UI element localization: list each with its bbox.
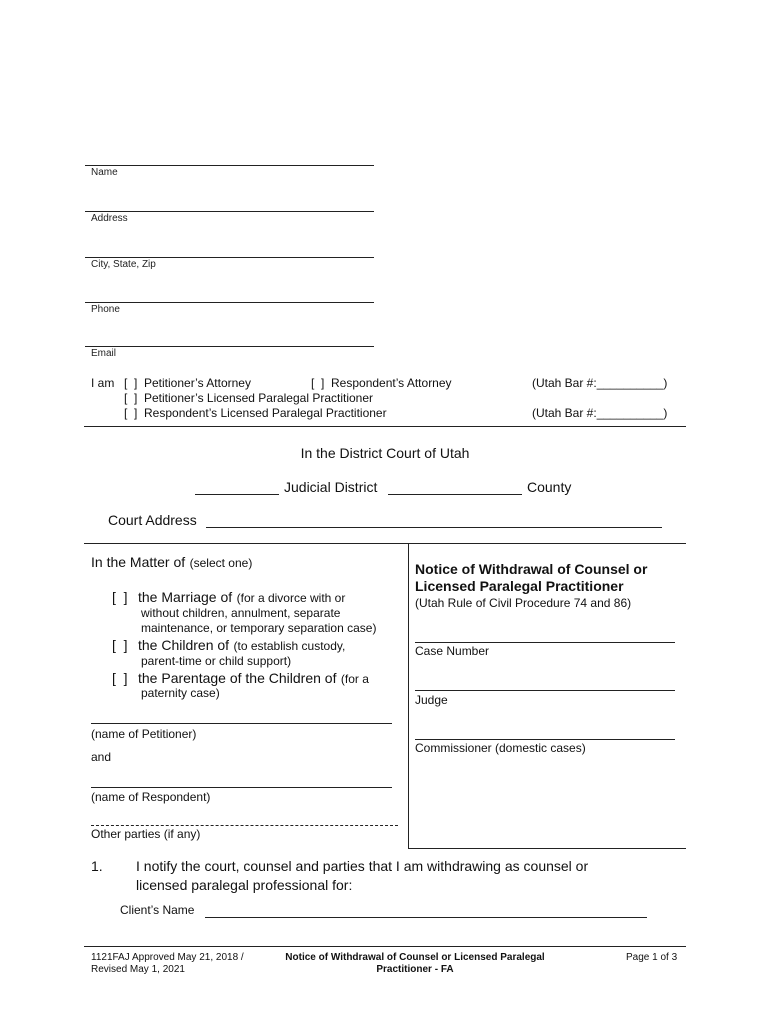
- respondent-label: (name of Respondent): [91, 790, 211, 804]
- marriage-note-2: without children, annulment, separate: [141, 606, 341, 620]
- parentage-note-1: (for a: [340, 672, 369, 686]
- parentage-title: the Parentage of the Children of: [138, 670, 337, 686]
- address-line[interactable]: [85, 211, 374, 212]
- city-state-zip-label: City, State, Zip: [91, 259, 156, 270]
- marriage-note-1: (for a divorce with or: [236, 591, 346, 605]
- and-label: and: [91, 750, 112, 764]
- matter-heading: [91, 554, 252, 572]
- footer-title: [270, 952, 560, 976]
- utah-bar-number-1[interactable]: (Utah Bar #:__________): [532, 376, 668, 390]
- utah-bar-number-2[interactable]: (Utah Bar #:__________): [532, 406, 668, 420]
- caption-bottom-border: [408, 848, 686, 849]
- footer-form-id: [91, 952, 244, 976]
- notice-title-1: Notice of Withdrawal of Counsel or: [415, 561, 648, 577]
- county-name-field[interactable]: [388, 480, 522, 495]
- notice-rule: (Utah Rule of Civil Procedure 74 and 86): [415, 596, 632, 610]
- clients-name-label: Client’s Name: [120, 903, 195, 917]
- item-1-text-line-1: I notify the court, counsel and parties that I am withdrawing as counsel or: [136, 858, 589, 874]
- footer-divider: [84, 946, 686, 947]
- petitioners-lpp-option[interactable]: [ ] Petitioner’s Licensed Paralegal Practitioner: [124, 391, 374, 405]
- county-label: County: [527, 479, 572, 495]
- marriage-note-3: maintenance, or temporary separation case): [141, 621, 377, 635]
- name-label: Name: [91, 167, 118, 178]
- commissioner-label: Commissioner (domestic cases): [415, 741, 586, 755]
- matter-heading-text: In the Matter of: [91, 554, 186, 570]
- caption-top-border: [84, 543, 686, 544]
- petitioner-name-field[interactable]: [91, 723, 392, 724]
- footer-title-line-2: Practitioner - FA: [376, 964, 454, 975]
- phone-line[interactable]: [85, 302, 374, 303]
- marriage-title: the Marriage of: [138, 589, 233, 605]
- court-address-label: Court Address: [108, 512, 197, 528]
- case-number-field[interactable]: [415, 642, 675, 643]
- item-1-number: 1.: [91, 858, 103, 874]
- marriage-checkbox[interactable]: [ ]: [112, 589, 128, 605]
- judge-field[interactable]: [415, 690, 675, 691]
- footer-page-number: Page 1 of 3: [626, 952, 678, 963]
- judicial-district-number-field[interactable]: [195, 480, 279, 495]
- notice-title-2: Licensed Paralegal Practitioner: [415, 578, 624, 594]
- children-option[interactable]: [138, 637, 345, 655]
- matter-heading-note: (select one): [189, 556, 253, 570]
- parentage-checkbox[interactable]: [ ]: [112, 670, 128, 686]
- court-address-field[interactable]: [206, 513, 662, 528]
- city-state-zip-line[interactable]: [85, 257, 374, 258]
- item-1-text-line-2: licensed paralegal professional for:: [136, 877, 353, 893]
- marriage-option[interactable]: [138, 589, 345, 607]
- court-title: In the District Court of Utah: [300, 445, 470, 461]
- respondents-lpp-option[interactable]: [ ] Respondent’s Licensed Paralegal Practitioner: [124, 406, 387, 420]
- clients-name-field[interactable]: [205, 903, 647, 918]
- footer-form-id-line-2: Revised May 1, 2021: [91, 964, 185, 975]
- children-title: the Children of: [138, 637, 230, 653]
- parentage-note-2: paternity case): [141, 686, 220, 700]
- children-checkbox[interactable]: [ ]: [112, 637, 128, 653]
- email-label: Email: [91, 348, 117, 359]
- email-line[interactable]: [85, 346, 374, 347]
- address-label: Address: [91, 213, 128, 224]
- judge-label: Judge: [415, 693, 448, 707]
- caption-vertical-divider: [408, 543, 409, 848]
- case-number-label: Case Number: [415, 644, 490, 658]
- phone-label: Phone: [91, 304, 120, 315]
- respondents-attorney-option[interactable]: [ ] Respondent’s Attorney: [311, 376, 452, 390]
- other-parties-field[interactable]: [91, 825, 398, 826]
- respondent-name-field[interactable]: [91, 787, 392, 788]
- judicial-district-label: Judicial District: [284, 479, 378, 495]
- petitioner-label: (name of Petitioner): [91, 727, 197, 741]
- footer-form-id-line-1: 1121FAJ Approved May 21, 2018 /: [91, 952, 244, 963]
- other-parties-label: Other parties (if any): [91, 827, 201, 841]
- header-divider: [84, 426, 686, 427]
- name-line[interactable]: [85, 165, 374, 166]
- footer-title-line-1: Notice of Withdrawal of Counsel or Licensed Paralegal: [285, 952, 545, 963]
- children-note-2: parent-time or child support): [141, 654, 292, 668]
- commissioner-field[interactable]: [415, 739, 675, 740]
- i-am-label: I am: [91, 376, 115, 390]
- petitioners-attorney-option[interactable]: [ ] Petitioner’s Attorney: [124, 376, 251, 390]
- children-note-1: (to establish custody,: [233, 639, 346, 653]
